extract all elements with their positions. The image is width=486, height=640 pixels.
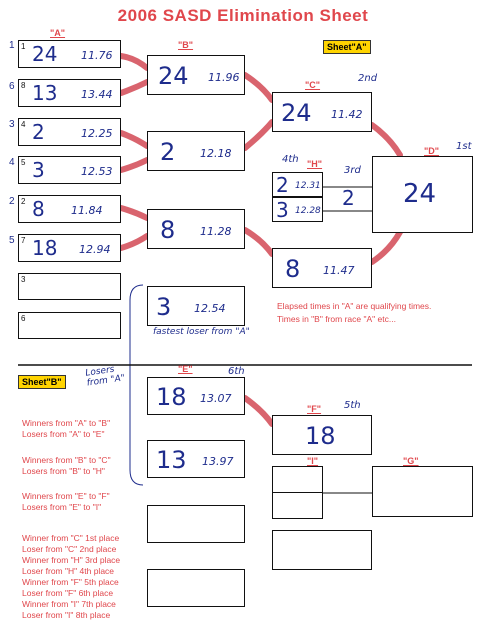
elapsed-time: 12.54 <box>194 302 226 315</box>
seed-outer: 6 <box>9 81 15 92</box>
elapsed-time: 11.84 <box>71 204 103 217</box>
round-f-slot <box>272 415 372 455</box>
header-h: "H" <box>307 159 323 169</box>
round-a-slot-2 <box>18 79 121 107</box>
place-e: 6th <box>228 366 245 377</box>
elapsed-time: 12.53 <box>81 165 113 178</box>
legend-line: Losers from "B" to "H" <box>22 466 105 476</box>
car-number: 8 <box>285 255 301 283</box>
place-h-winner: 3rd <box>344 165 361 176</box>
header-b: "B" <box>178 40 194 50</box>
round-a-slot-8 <box>18 312 121 339</box>
round-e-slot-1 <box>147 377 245 415</box>
seed-inner: 8 <box>21 81 26 90</box>
car-number: 24 <box>32 42 58 66</box>
round-e-slot-2 <box>147 440 245 478</box>
elapsed-time: 11.42 <box>331 108 363 121</box>
elapsed-time: 13.97 <box>202 455 234 468</box>
seed-inner: 4 <box>21 120 26 129</box>
elapsed-time: 11.28 <box>200 225 232 238</box>
fastest-loser-note: fastest loser from "A" <box>153 327 250 337</box>
legend-line: Loser from "H" 4th place <box>22 566 115 576</box>
round-h-slot-1 <box>272 172 323 197</box>
elapsed-note-1: Elapsed times in "A" are qualifying times. <box>277 301 432 311</box>
round-b-slot-4 <box>147 286 245 326</box>
seed-inner: 6 <box>21 314 26 323</box>
car-number: 24 <box>281 99 312 127</box>
round-i-slot-2 <box>272 492 323 519</box>
placement-slot-e-loser <box>147 505 245 543</box>
legend-line: Loser from "C" 2nd place <box>22 544 117 554</box>
legend-line: Winners from "B" to "C" <box>22 455 111 465</box>
legend-line: Winners from "A" to "B" <box>22 418 111 428</box>
seed-outer: 2 <box>9 196 15 207</box>
elapsed-time: 12.31 <box>295 181 321 191</box>
header-g: "G" <box>403 456 419 466</box>
placement-slot-i <box>147 569 245 607</box>
round-g-slot <box>372 466 473 517</box>
car-number: 2 <box>276 173 289 197</box>
seed-inner: 2 <box>21 197 26 206</box>
header-f: "F" <box>307 404 322 414</box>
legend-line: Winner from "F" 5th place <box>22 577 119 587</box>
round-a-slot-5 <box>18 195 121 223</box>
legend-line: Loser from "F" 6th place <box>22 588 114 598</box>
car-number: 13 <box>32 81 58 105</box>
elapsed-time: 13.44 <box>81 88 113 101</box>
h-winner-car: 2 <box>342 186 355 210</box>
place-d: 1st <box>456 141 472 152</box>
legend-line: Winner from "I" 7th place <box>22 599 116 609</box>
round-h-slot-2 <box>272 197 323 222</box>
car-number: 2 <box>32 120 45 144</box>
header-d: "D" <box>424 146 440 156</box>
car-number: 3 <box>156 293 172 321</box>
round-c-slot-2 <box>272 248 372 288</box>
car-number: 24 <box>158 62 189 90</box>
elapsed-time: 11.96 <box>208 71 240 84</box>
seed-outer: 1 <box>9 40 15 51</box>
elapsed-note-2: Times in "B" from race "A" etc... <box>277 314 396 324</box>
header-a: "A" <box>50 28 66 38</box>
header-c: "C" <box>305 80 321 90</box>
car-number: 8 <box>160 216 176 244</box>
round-a-slot-3 <box>18 118 121 146</box>
car-number: 8 <box>32 197 45 221</box>
round-a-slot-7 <box>18 273 121 300</box>
round-a-slot-4 <box>18 156 121 184</box>
elapsed-time: 11.47 <box>323 264 355 277</box>
car-number: 2 <box>160 138 176 166</box>
legend-line: Winner from "H" 3rd place <box>22 555 121 565</box>
legend-line: Losers from "E" to "I" <box>22 502 102 512</box>
seed-outer: 5 <box>9 235 15 246</box>
round-i-slot-1 <box>272 466 323 493</box>
seed-outer: 3 <box>9 119 15 130</box>
round-b-slot-3 <box>147 209 245 249</box>
elapsed-time: 12.25 <box>81 127 113 140</box>
placement-slot-f-loser <box>272 530 372 570</box>
car-number: 18 <box>156 383 187 411</box>
car-number: 3 <box>32 158 45 182</box>
round-a-slot-6 <box>18 234 121 262</box>
car-number: 3 <box>276 198 289 222</box>
seed-inner: 5 <box>21 158 26 167</box>
car-number: 18 <box>305 422 336 450</box>
round-b-slot-2 <box>147 131 245 171</box>
place-f: 5th <box>344 400 361 411</box>
seed-inner: 1 <box>21 42 26 51</box>
elapsed-time: 12.18 <box>200 147 232 160</box>
place-c: 2nd <box>358 73 378 84</box>
elapsed-time: 12.28 <box>295 206 321 216</box>
legend-line: Winners from "E" to "F" <box>22 491 110 501</box>
seed-outer: 4 <box>9 157 15 168</box>
seed-inner: 7 <box>21 236 26 245</box>
sheet-b-tag: Sheet"B" <box>18 375 66 389</box>
car-number: 24 <box>403 179 437 209</box>
round-c-slot-1 <box>272 92 372 132</box>
place-h: 4th <box>282 154 299 165</box>
round-d-slot <box>372 156 473 233</box>
seed-inner: 3 <box>21 275 26 284</box>
round-a-slot-1 <box>18 40 121 68</box>
sheet-a-tag: Sheet"A" <box>323 40 371 54</box>
page-title: 2006 SASD Elimination Sheet <box>117 6 369 25</box>
header-e: "E" <box>178 364 193 374</box>
header-i: "I" <box>307 456 319 466</box>
elapsed-time: 12.94 <box>79 243 111 256</box>
legend-line: Winner from "C" 1st place <box>22 533 120 543</box>
losers-note: Losers from "A" <box>84 364 126 389</box>
car-number: 13 <box>156 446 187 474</box>
round-b-slot-1 <box>147 55 245 95</box>
car-number: 18 <box>32 236 58 260</box>
legend-line: Loser from "I" 8th place <box>22 610 111 620</box>
legend-line: Losers from "A" to "E" <box>22 429 105 439</box>
elapsed-time: 13.07 <box>200 392 232 405</box>
elapsed-time: 11.76 <box>81 49 113 62</box>
